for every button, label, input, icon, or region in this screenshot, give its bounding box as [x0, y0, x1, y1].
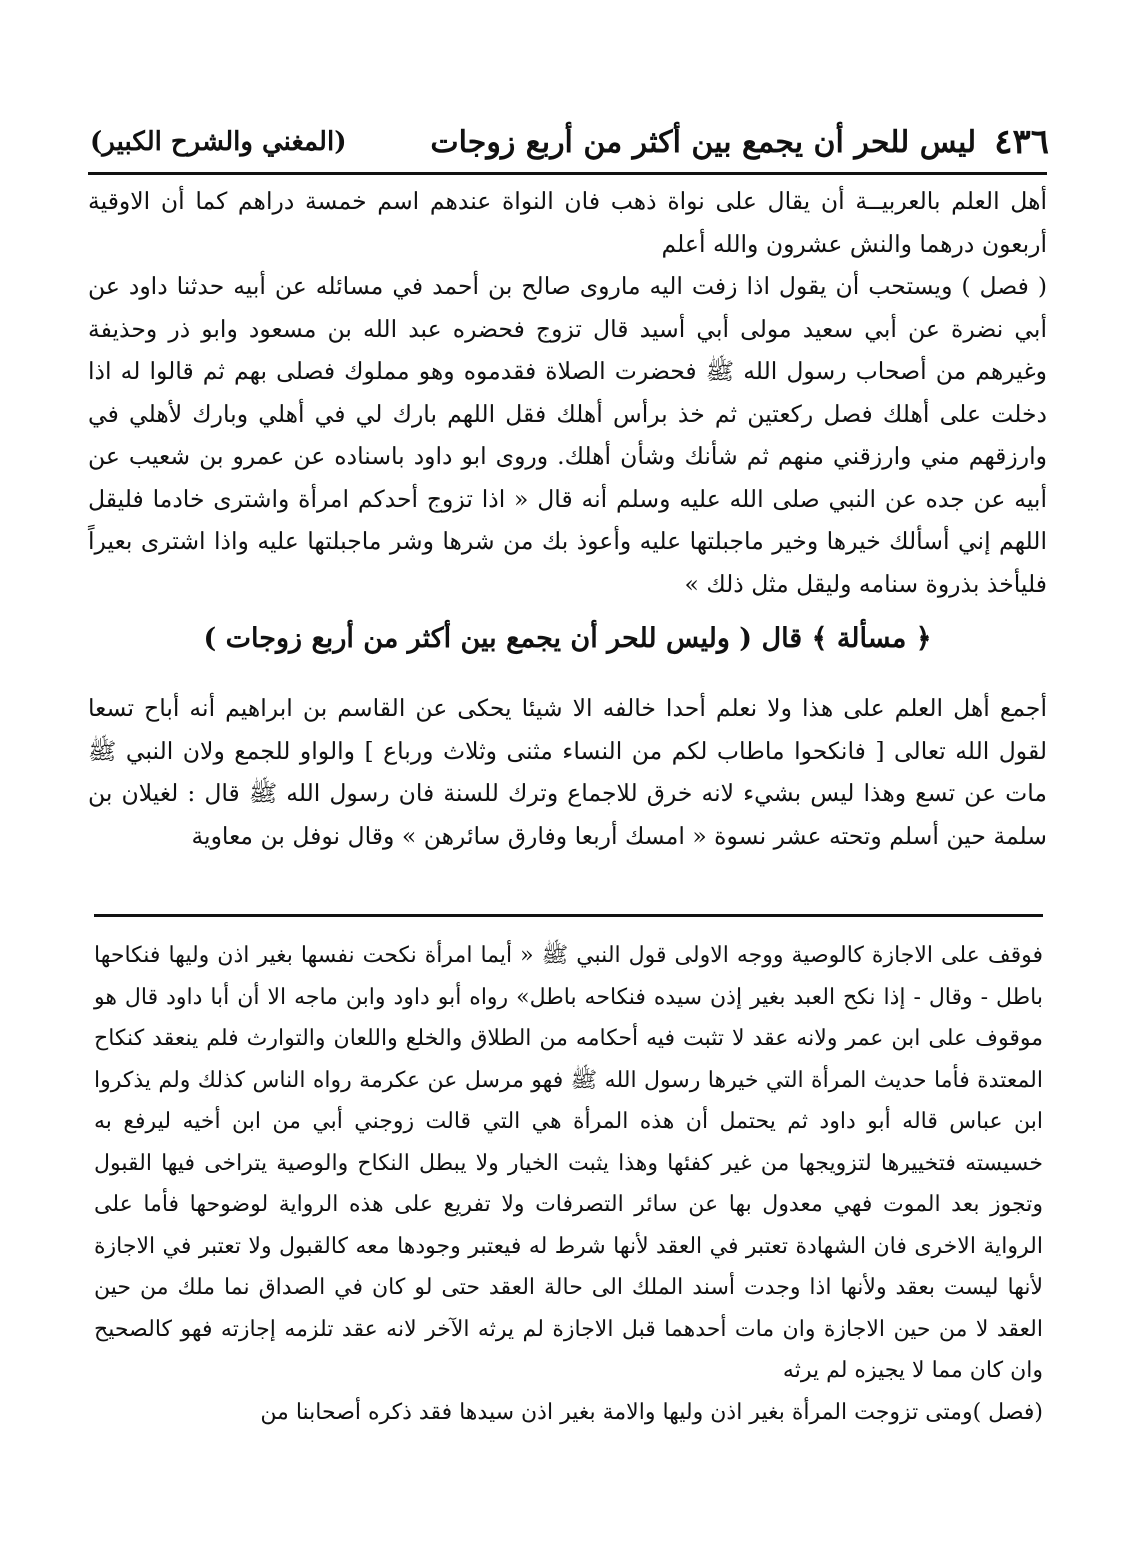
main-text	[88, 180, 1047, 857]
paragraph: ( فصل ) ويستحب أن يقول اذا زفت اليه ماروى صالح بن أحمد في مسائله عن أبيه حدثنا داود عن أبي نضرة عن أبي سعيد مولى أبي أسيد قال تزوج فحضره عبد الله بن مسعود وابو ذر وحذيفة وغيرهم من أصحاب رسول الله ﷺ فحضرت الصلاة فقدموه وهو مملوك فصلى بهم ثم قالوا له اذا دخلت على أهلك فصل ركعتين ثم خذ برأس أهلك فقل اللهم بارك لي في أهلي وبارك لأهلي في وارزقهم مني وارزقني منهم ثم شأنك وشأن أهلك. وروى ابو داود باسناده عن عمرو بن شعيب عن أبيه عن جده عن النبي صلى الله عليه وسلم أنه قال « اذا تزوج أحدكم امرأة واشترى خادما فليقل اللهم إني أسألك خيرها وخير ماجبلتها عليه وأعوذ بك من شرها وشر ماجبلتها عليه واذا اشترى بعيراً فليأخذ بذروة سنامه وليقل مثل ذلك »	[88, 272, 1047, 598]
page-number: ٤٣٦	[994, 122, 1049, 162]
page-header	[90, 112, 1049, 172]
footnote-paragraph: فوقف على الاجازة كالوصية ووجه الاولى قول النبي ﷺ « أيما امرأة نكحت نفسها بغير اذن وليها فنكاحها باطل - وقال - إذا نكح العبد بغير إذن سيده فنكاحه باطل» رواه أبو داود وابن ماجه الا أن أبا داود قال هو موقوف على ابن عمر ولانه عقد لا تثبت فيه أحكامه من الطلاق والخلع واللعان والتوارث فلم ينعقد كنكاح المعتدة فأما حديث المرأة التي خيرها رسول الله ﷺ فهو مرسل عن عكرمة رواه الناس كذلك ولم يذكروا ابن عباس قاله أبو داود ثم يحتمل أن هذه المرأة هي التي قالت زوجني أبي من ابن أخيه ليرفع به خسيسته فتخييرها لتزويجها من غير كفئها وهذا يثبت الخيار ولا يبطل النكاح والوصية يتراخى فيها القبول وتجوز بعد الموت فهي معدول بها عن سائر التصرفات ولا تفريع على هذه الرواية لوضوحها فأما على الرواية الاخرى فان الشهادة تعتبر في العقد لأنها شرط له فيعتبر وجودها معه كالقبول ولا تعتبر في الاجازة لأنها ليست بعقد ولأنها اذا وجدت أسند الملك الى حالة العقد حتى لو كان في الصداق نما ملك من حين العقد لا من حين الاجازة وان مات أحدهما قبل الاجازة لم يرثه الآخر لانه عقد تلزمه إجازته فهو كالصحيح وان كان مما لا يجيزه لم يرثه	[94, 943, 1043, 1383]
section-heading: ﴿ مسألة ﴾ قال ( وليس للحر أن يجمع بين أكثر من أربع زوجات )	[203, 623, 932, 654]
header-divider	[88, 172, 1047, 175]
footnote-text	[94, 935, 1043, 1433]
header-right-group	[430, 122, 1049, 162]
paragraph: أهل العلم بالعربيــة أن يقال على نواة ذهب فان النواة عندهم اسم خمسة دراهم كما أن الاوقية أربعون درهما والنش عشرون والله أعلم	[88, 187, 1047, 258]
running-title: ليس للحر أن يجمع بين أكثر من أربع زوجات	[430, 124, 977, 160]
footnote-divider	[94, 914, 1043, 917]
book-title: (المغني والشرح الكبير)	[90, 127, 347, 157]
paragraph: أجمع أهل العلم على هذا ولا نعلم أحدا خالفه الا شيئا يحكى عن القاسم بن ابراهيم أنه أباح تسعا لقول الله تعالى [ فانكحوا ماطاب لكم من النساء مثنى وثلاث ورباع ] والواو للجمع ولان النبي ﷺ مات عن تسع وهذا ليس بشيء لانه خرق للاجماع وترك للسنة فان رسول الله ﷺ قال : لغيلان بن سلمة حين أسلم وتحته عشر نسوة « امسك أربعا وفارق سائرهن » وقال نوفل بن معاوية	[88, 694, 1047, 850]
footnote-paragraph: (فصل )ومتى تزوجت المرأة بغير اذن وليها والامة بغير اذن سيدها فقد ذكره أصحابنا من	[260, 1399, 1043, 1425]
